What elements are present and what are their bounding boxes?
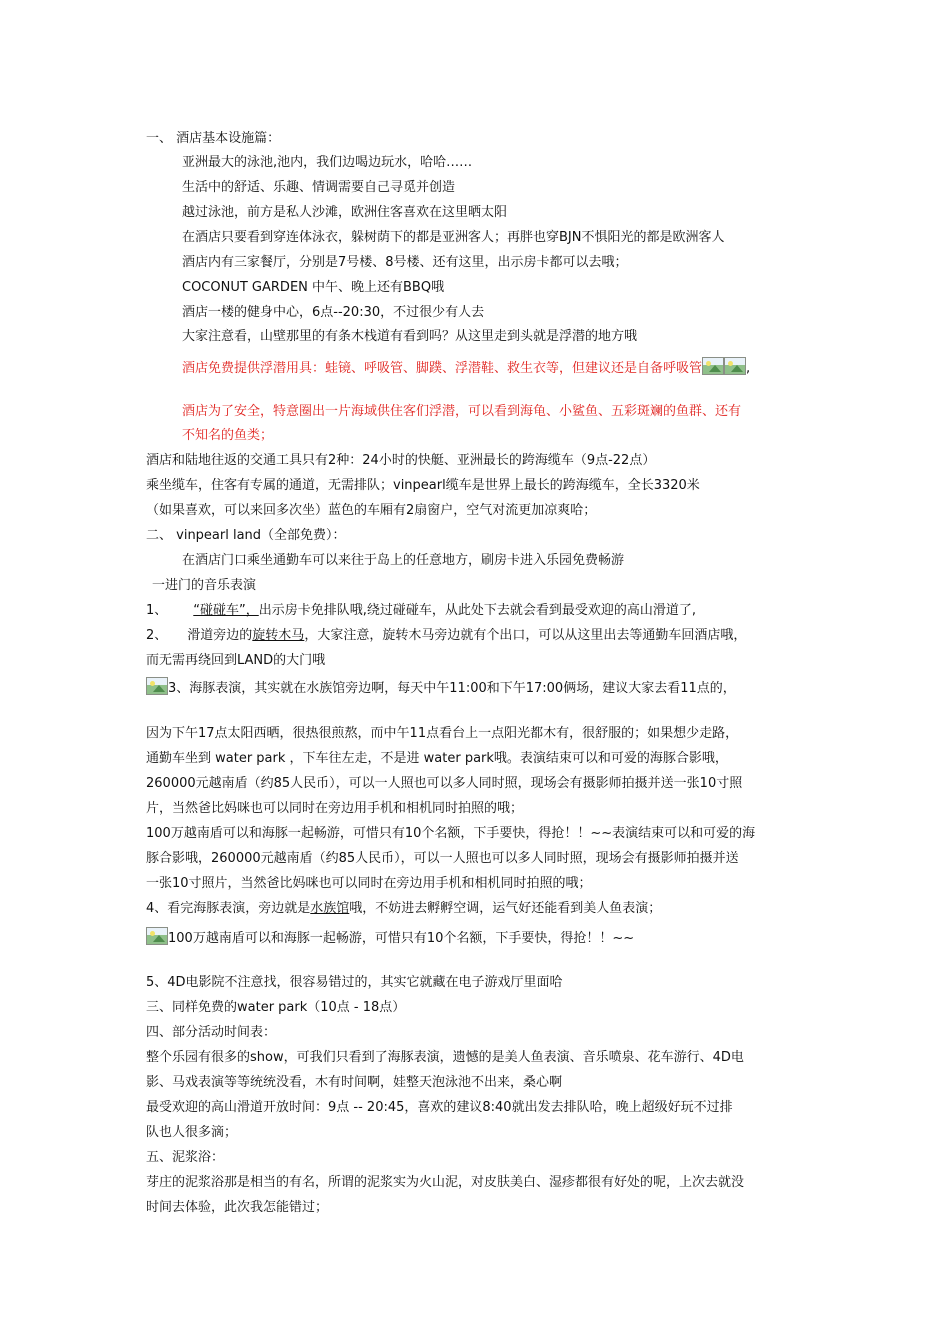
red-text: 酒店免费提供浮潜用具：蛙镜、呼吸管、脚蹼、浮潜鞋、救生衣等，但建议还是自备呼吸管 bbox=[182, 361, 703, 376]
paragraph-line: 芽庄的泥浆浴那是相当的有名，所谓的泥浆实为火山泥，对皮肤美白、湿疹都很有好处的呢，上次去就没 bbox=[146, 1175, 745, 1190]
list-text: 滑道旁边的 bbox=[187, 628, 253, 643]
red-paragraph-line: 不知名的鱼类； bbox=[182, 428, 274, 443]
section-heading-2: 二、 vinpearl land（全部免费）： bbox=[146, 528, 346, 543]
red-paragraph-line: 酒店为了安全，特意圈出一片海域供住客们浮潜，可以看到海龟、小鲨鱼、五彩斑斓的鱼群、还有 bbox=[182, 404, 742, 419]
paragraph-line: COCONUT GARDEN 中午、晚上还有BBQ哦 bbox=[182, 280, 445, 295]
paragraph-line: 亚洲最大的泳池,池内，我们边喝边玩水，哈哈…… bbox=[182, 155, 473, 170]
paragraph-line: 豚合影哦，260000元越南盾（约85人民币），可以一人照也可以多人同时照，现场会有摄影师拍摄并送 bbox=[146, 851, 739, 866]
list-text: ，大家注意，旋转木马旁边就有个出口，可以从这里出去等通勤车回酒店哦， bbox=[304, 628, 747, 643]
paragraph-line: 时间去体验，此次我怎能错过； bbox=[146, 1200, 329, 1215]
comma-mark: , bbox=[746, 361, 751, 376]
paragraph-line: 大家注意看，山壁那里的有条木栈道有看到吗？从这里走到头就是浮潜的地方哦 bbox=[182, 329, 638, 344]
image-placeholder-icon bbox=[724, 357, 746, 375]
list-item-3 bbox=[146, 677, 736, 697]
list-text: 出示房卡免排队哦,绕过碰碰车，从此处下去就会看到最受欢迎的高山滑道了, bbox=[258, 603, 697, 618]
paragraph-line: 在酒店只要看到穿连体泳衣，躲树荫下的都是亚洲客人；再胖也穿BJN不惧阳光的都是欧洲客人 bbox=[182, 230, 725, 245]
paragraph-line bbox=[146, 927, 634, 947]
paragraph-line: 酒店内有三家餐厅，分别是7号楼、8号楼、还有这里，出示房卡都可以去哦； bbox=[182, 255, 628, 270]
section-heading-3: 三、同样免费的water park（10点 - 18点） bbox=[146, 1000, 406, 1015]
paragraph-line: 越过泳池，前方是私人沙滩，欧洲住客喜欢在这里晒太阳 bbox=[182, 205, 508, 220]
image-placeholder-icon bbox=[702, 357, 724, 375]
section-heading-4: 四、部分活动时间表： bbox=[146, 1025, 277, 1040]
list-item-2 bbox=[146, 628, 746, 644]
paragraph-text: 100万越南盾可以和海豚一起畅游，可惜只有10个名额，下手要快，得抢！！~~ bbox=[168, 931, 635, 946]
paragraph-line: 而无需再绕回到LAND的大门哦 bbox=[146, 653, 326, 668]
paragraph-line: 酒店和陆地往返的交通工具只有2种：24小时的快艇、亚洲最长的跨海缆车（9点-22点） bbox=[146, 453, 656, 468]
section-heading-5: 五、泥浆浴： bbox=[146, 1150, 225, 1165]
paragraph-line: 最受欢迎的高山滑道开放时间：9点 -- 20:45，喜欢的建议8:40就出发去排队哈，晚上超级好玩不过排 bbox=[146, 1100, 733, 1115]
paragraph-line: 100万越南盾可以和海豚一起畅游，可惜只有10个名额，下手要快，得抢！！~~表演结束可以和可爱的海 bbox=[146, 826, 756, 841]
list-text: 哦，不妨进去孵孵空调，运气好还能看到美人鱼表演； bbox=[349, 901, 662, 916]
paragraph-line: 影、马戏表演等等统统没看，木有时间啊，娃整天泡泳池不出来，桑心啊 bbox=[146, 1075, 563, 1090]
paragraph-line: 队也人很多滴； bbox=[146, 1125, 238, 1140]
paragraph-line: 乘坐缆车，住客有专属的通道，无需排队；vinpearl缆车是世界上最长的跨海缆车，全长3320米 bbox=[146, 478, 700, 493]
paragraph-line: 在酒店门口乘坐通勤车可以来往于岛上的任意地方，刷房卡进入乐园免费畅游 bbox=[182, 553, 625, 568]
list-number: 2、 bbox=[146, 628, 168, 643]
list-item-4 bbox=[146, 901, 661, 917]
paragraph-line: 一张10寸照片，当然爸比妈咪也可以同时在旁边用手机和相机同时拍照的哦； bbox=[146, 876, 592, 891]
paragraph-line: （如果喜欢，可以来回多次坐）蓝色的车厢有2扇窗户，空气对流更加凉爽哈； bbox=[146, 503, 597, 518]
paragraph-line: 260000元越南盾（约85人民币），可以一人照也可以多人同时照，现场会有摄影师拍摄并送一张10寸照 bbox=[146, 776, 743, 791]
paragraph-line: 一进门的音乐表演 bbox=[152, 578, 257, 593]
section-heading-1: 一、 酒店基本设施篇： bbox=[146, 131, 281, 146]
image-placeholder-icon bbox=[146, 927, 168, 945]
paragraph-line: 因为下午17点太阳西晒，很热很煎熬，而中午11点看台上一点阳光都木有，很舒服的；如果想少走路， bbox=[146, 726, 739, 741]
list-item-1 bbox=[146, 603, 696, 619]
list-item-5: 5、4D电影院不注意找，很容易错过的，其实它就藏在电子游戏厅里面哈 bbox=[146, 975, 563, 990]
red-paragraph-line bbox=[182, 357, 750, 377]
paragraph-line: 片，当然爸比妈咪也可以同时在旁边用手机和相机同时拍照的哦； bbox=[146, 801, 524, 816]
link-aquarium[interactable]: 水族馆 bbox=[310, 901, 350, 916]
link-bumper-cars[interactable]: “碰碰车”， bbox=[193, 603, 259, 618]
paragraph-line: 整个乐园有很多的show，可我们只看到了海豚表演，遗憾的是美人鱼表演、音乐喷泉、花车游行、4D电 bbox=[146, 1050, 744, 1065]
image-placeholder-icon bbox=[146, 677, 168, 695]
list-text: 3、海豚表演，其实就在水族馆旁边啊，每天中午11:00和下午17:00俩场，建议大家去看11点的， bbox=[168, 681, 736, 696]
paragraph-line: 通勤车坐到 water park ，下车往左走，不是进 water park哦。表演结束可以和可爱的海豚合影哦， bbox=[146, 751, 728, 766]
link-carousel[interactable]: 旋转木马 bbox=[252, 628, 305, 643]
list-number: 1、 bbox=[146, 603, 168, 618]
paragraph-line: 酒店一楼的健身中心，6点--20:30，不过很少有人去 bbox=[182, 305, 485, 320]
list-text: 4、看完海豚表演，旁边就是 bbox=[146, 901, 311, 916]
paragraph-line: 生活中的舒适、乐趣、情调需要自己寻觅并创造 bbox=[182, 180, 456, 195]
